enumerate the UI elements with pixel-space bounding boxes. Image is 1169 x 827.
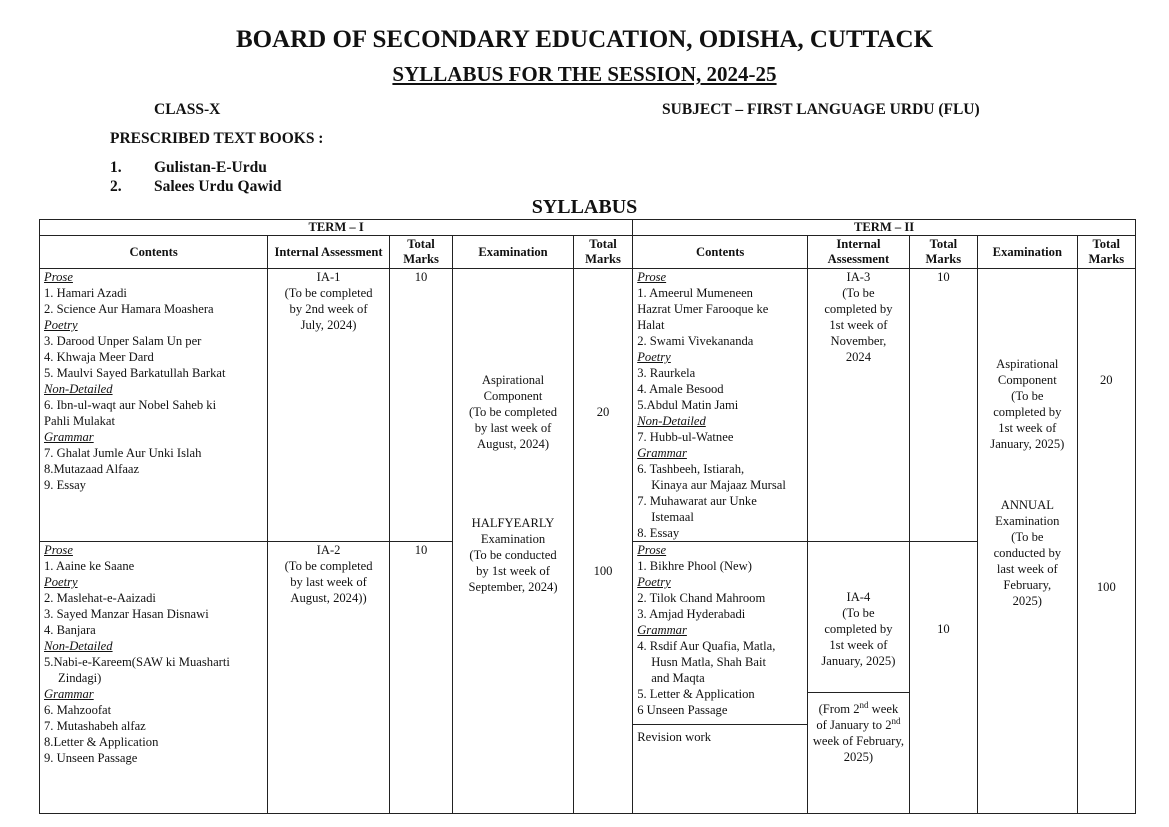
section-heading: Grammar [44, 430, 94, 444]
syllabus-item: 8. Essay [637, 526, 680, 540]
cell-line: (To be [1011, 389, 1044, 403]
cell-line: completed by [824, 302, 893, 316]
syllabus-item: 5. Maulvi Sayed Barkatullah Barkat [44, 366, 226, 380]
ia2-marks: 10 [389, 542, 452, 814]
cell-line: 1st week of [829, 638, 888, 652]
syllabus-item: 7. Hubb-ul-Watnee [637, 430, 734, 444]
syllabus-item: 4. Banjara [44, 623, 96, 637]
syllabus-item: 1. Ameerul Mumeneen [637, 286, 753, 300]
term1-examination [453, 269, 574, 814]
section-heading: Grammar [44, 687, 94, 701]
syllabus-item: 8.Letter & Application [44, 735, 159, 749]
annual-marks: 100 [1096, 580, 1116, 594]
syllabus-item: 8.Mutazaad Alfaaz [44, 462, 140, 476]
syllabus-item: 7. Mutashabeh alfaz [44, 719, 146, 733]
syllabus-item: 5. Letter & Application [637, 687, 755, 701]
syllabus-item: Istemaal [651, 510, 694, 524]
syllabus-item: 7. Muhawarat aur Unke [637, 494, 757, 508]
syllabus-item: 2. Swami Vivekananda [637, 334, 754, 348]
col-total-marks: Total Marks [1077, 236, 1135, 269]
cell-line: completed by [993, 405, 1062, 419]
syllabus-item: 3. Darood Unper Salam Un per [44, 334, 202, 348]
cell-line: by last week of [290, 575, 367, 589]
col-internal-assessment: Internal Assessment [808, 236, 910, 269]
section-heading: Non-Detailed [637, 414, 706, 428]
cell-line: January, 2025) [990, 437, 1065, 451]
syllabus-item: 7. Ghalat Jumle Aur Unki Islah [44, 446, 202, 460]
syllabus-item: 1. Aaine ke Saane [44, 559, 135, 573]
cell-line: 2024 [845, 350, 871, 364]
book-number: 1. [110, 159, 122, 176]
revision-sup: nd [891, 715, 901, 726]
ia4-marks: 10 [937, 622, 950, 636]
cell-line: completed by [824, 622, 893, 636]
cell-line: Component [997, 373, 1057, 387]
annual-exam [982, 497, 1073, 609]
ia2-cell [268, 542, 390, 814]
syllabus-item: 6. Ibn-ul-waqt aur Nobel Saheb ki [44, 398, 217, 412]
cell-line: Aspirational [996, 357, 1059, 371]
syllabus-item: 6 Unseen Passage [637, 703, 728, 717]
cell-line: August, 2024) [476, 437, 550, 451]
syllabus-item: 3. Amjad Hyderabadi [637, 607, 746, 621]
cell-line: 2025) [1012, 594, 1042, 608]
revision-text: week of January to 2 [816, 702, 899, 732]
cell-line: ANNUAL [1000, 498, 1054, 512]
col-examination: Examination [978, 236, 1078, 269]
syllabus-item: 4. Khwaja Meer Dard [44, 350, 154, 364]
col-contents: Contents [40, 236, 268, 269]
cell-line: IA-3 [846, 270, 871, 284]
col-total-marks: Total Marks [573, 236, 632, 269]
cell-line: by 2nd week of [289, 302, 368, 316]
book-title: Gulistan-E-Urdu [154, 159, 267, 176]
syllabus-item: 6. Mahzoofat [44, 703, 112, 717]
section-heading: Non-Detailed [44, 382, 113, 396]
cell-line: 1st week of [829, 318, 888, 332]
section-heading: Prose [637, 543, 667, 557]
syllabus-item: 2. Maslehat-e-Aaizadi [44, 591, 156, 605]
session-title: SYLLABUS FOR THE SESSION, 2024-25 [392, 62, 777, 86]
revision-text: week of February, 2025) [812, 734, 904, 764]
cell-line: by last week of [474, 421, 552, 435]
cell-line: Component [483, 389, 543, 403]
syllabus-item: Husn Matla, Shah Bait [651, 655, 766, 669]
term2-examination [978, 269, 1078, 814]
cell-line: Aspirational [481, 373, 545, 387]
section-heading: Grammar [637, 623, 687, 637]
syllabus-item: 2. Tilok Chand Mahroom [637, 591, 766, 605]
cell-line: (To be [842, 286, 875, 300]
cell-line: IA-4 [846, 590, 871, 604]
syllabus-item: 5.Nabi-e-Kareem(SAW ki Muasharti [44, 655, 230, 669]
ia3-marks: 10 [909, 269, 977, 542]
syllabus-item: 1. Bikhre Phool (New) [637, 559, 752, 573]
class-label: CLASS-X [154, 101, 221, 118]
syllabus-item: 5.Abdul Matin Jami [637, 398, 739, 412]
cell-line: (To be conducted [469, 548, 557, 562]
section-heading: Prose [44, 543, 73, 557]
aspirational-marks-t1: 20 [596, 405, 610, 419]
cell-line: January, 2025) [821, 654, 896, 668]
cell-line: July, 2024) [300, 318, 357, 332]
cell-line: November, [830, 334, 887, 348]
ia1-cell [268, 269, 390, 542]
section-heading: Grammar [637, 446, 687, 460]
syllabus-item: 1. Hamari Azadi [44, 286, 127, 300]
cell-line: HALFYEARLY [471, 516, 555, 530]
cell-line: conducted by [993, 546, 1062, 560]
syllabus-item: 2. Science Aur Hamara Moashera [44, 302, 214, 316]
col-total-marks: Total Marks [909, 236, 977, 269]
ia4-cell [808, 542, 910, 814]
term2-contents-ia4 [633, 542, 808, 814]
term1-header: TERM – I [40, 220, 633, 236]
cell-line: IA-2 [316, 543, 341, 557]
ia4-marks-cell [909, 542, 977, 814]
cell-line: by 1st week of [476, 564, 550, 578]
halfyearly-exam [457, 515, 569, 595]
syllabus-item: 6. Tashbeeh, Istiarah, [637, 462, 745, 476]
col-internal-assessment: Internal Assessment [268, 236, 390, 269]
section-heading: Non-Detailed [44, 639, 113, 653]
section-heading: Prose [637, 270, 667, 284]
syllabus-item: Hazrat Umer Farooque ke [637, 302, 769, 316]
cell-line: (To be [1011, 530, 1044, 544]
aspirational-component-t2 [982, 356, 1073, 452]
revision-sup: nd [859, 699, 869, 710]
term1-contents-ia2 [40, 542, 268, 814]
syllabus-item: 4. Rsdif Aur Quafia, Matla, [637, 639, 776, 653]
prescribed-heading: PRESCRIBED TEXT BOOKS : [110, 130, 324, 147]
cell-line: February, [1003, 578, 1052, 592]
cell-line: August, 2024)) [290, 591, 367, 605]
col-examination: Examination [453, 236, 574, 269]
syllabus-item: Zindagi) [58, 671, 102, 685]
section-heading: Prose [44, 270, 73, 284]
syllabus-table [39, 219, 1136, 814]
cell-line: September, 2024) [468, 580, 558, 594]
section-heading: Poetry [637, 575, 671, 589]
book-number: 2. [110, 178, 122, 195]
syllabus-item: 9. Essay [44, 478, 86, 492]
syllabus-item: Kinaya aur Majaaz Mursal [651, 478, 786, 492]
term1-contents-ia1 [40, 269, 268, 542]
ia1-marks: 10 [389, 269, 452, 542]
cell-line: 1st week of [998, 421, 1057, 435]
term2-header: TERM – II [633, 220, 1136, 236]
revision-text: (From 2 [818, 702, 860, 716]
syllabus-item: 3. Sayed Manzar Hasan Disnawi [44, 607, 209, 621]
cell-line: IA-1 [316, 270, 341, 284]
revision-work-label: Revision work [637, 730, 712, 744]
col-contents: Contents [633, 236, 808, 269]
term2-exam-marks [1077, 269, 1135, 814]
term2-contents-ia3 [633, 269, 808, 542]
cell-line: Examination [480, 532, 546, 546]
syllabus-item: and Maqta [651, 671, 705, 685]
syllabus-item: 9. Unseen Passage [44, 751, 138, 765]
term2-contents-list [637, 542, 803, 718]
cell-line: last week of [996, 562, 1058, 576]
ia3-cell [808, 269, 910, 542]
aspirational-component-t1 [457, 372, 569, 452]
term1-exam-marks [573, 269, 632, 814]
board-title: BOARD OF SECONDARY EDUCATION, ODISHA, CUTTACK [235, 26, 934, 53]
cell-line: (To be [842, 606, 875, 620]
book-title: Salees Urdu Qawid [154, 178, 282, 195]
cell-line: (To be completed [284, 286, 373, 300]
cell-line: (To be completed [284, 559, 373, 573]
ia4-text [812, 589, 905, 669]
section-heading: Poetry [637, 350, 671, 364]
syllabus-item: 3. Raurkela [637, 366, 696, 380]
cell-line: Examination [995, 514, 1060, 528]
syllabus-item: Halat [637, 318, 665, 332]
section-heading: Poetry [44, 318, 78, 332]
syllabus-item: 4. Amale Besood [637, 382, 724, 396]
halfyearly-marks: 100 [593, 564, 613, 578]
revision-period [812, 693, 905, 765]
syllabus-item: Pahli Mulakat [44, 414, 116, 428]
col-total-marks: Total Marks [389, 236, 452, 269]
syllabus-heading: SYLLABUS [531, 196, 638, 218]
subject-label: SUBJECT – FIRST LANGUAGE URDU (FLU) [662, 101, 980, 118]
aspirational-marks-t2: 20 [1099, 373, 1113, 387]
section-heading: Poetry [44, 575, 78, 589]
cell-line: (To be completed [469, 405, 557, 419]
